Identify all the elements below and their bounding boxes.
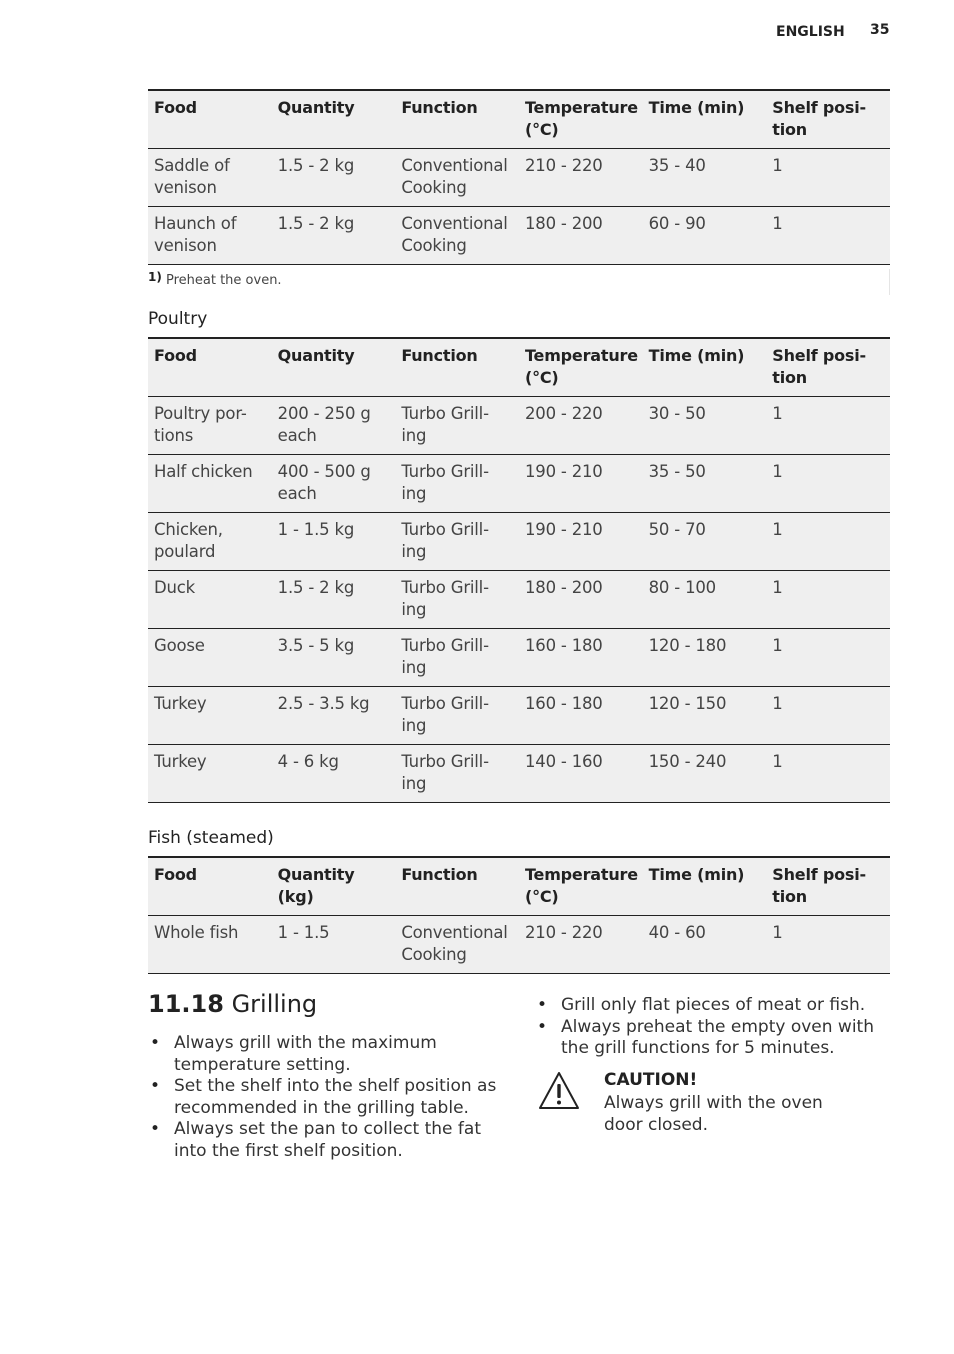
cell-function: Turbo Grill- ing bbox=[401, 636, 489, 677]
list-item: • Set the shelf into the shelf position as recommended in the grilling table. bbox=[148, 1076, 508, 1119]
cell-time: 50 - 70 bbox=[648, 520, 706, 539]
col-food: Food bbox=[154, 346, 197, 365]
cell-food: Poultry por- tions bbox=[154, 404, 247, 445]
cell-food: Whole fish bbox=[154, 923, 239, 942]
cell-temperature: 160 - 180 bbox=[524, 694, 603, 713]
cell-shelf: 1 bbox=[772, 214, 783, 233]
table-header-row bbox=[148, 90, 890, 149]
cell-temperature: 160 - 180 bbox=[524, 636, 603, 655]
section-title bbox=[148, 990, 317, 1018]
header-language: ENGLISH bbox=[776, 24, 845, 40]
col-function: Function bbox=[401, 98, 478, 117]
caution-title: CAUTION! bbox=[604, 1070, 698, 1090]
cell-shelf: 1 bbox=[772, 694, 783, 713]
cell-shelf: 1 bbox=[772, 923, 783, 942]
col-quantity: Quantity bbox=[277, 98, 355, 117]
grilling-bullets-right bbox=[535, 995, 885, 1060]
footnote-marker: 1) bbox=[148, 270, 162, 284]
cell-shelf: 1 bbox=[772, 578, 783, 597]
cell-temperature: 210 - 220 bbox=[524, 156, 603, 175]
fish-title: Fish (steamed) bbox=[148, 828, 274, 848]
table-header-row bbox=[148, 338, 890, 397]
col-function: Function bbox=[401, 865, 478, 884]
caution-text: Always grill with the oven door closed. bbox=[604, 1093, 823, 1135]
list-item: • Grill only flat pieces of meat or fish. bbox=[535, 995, 885, 1017]
section-number: 11.18 bbox=[148, 990, 224, 1018]
footnote-divider bbox=[889, 269, 890, 295]
cell-time: 120 - 150 bbox=[648, 694, 727, 713]
warning-triangle-icon bbox=[538, 1071, 580, 1111]
game-table bbox=[148, 89, 890, 265]
table-header-row bbox=[148, 857, 890, 916]
cell-quantity: 3.5 - 5 kg bbox=[277, 636, 355, 655]
col-temperature: Temperature (°C) bbox=[524, 98, 638, 139]
cell-function: Turbo Grill- ing bbox=[401, 578, 489, 619]
cell-food: Haunch of venison bbox=[154, 214, 237, 255]
cell-shelf: 1 bbox=[772, 462, 783, 481]
cell-food: Turkey bbox=[154, 752, 207, 771]
cell-quantity: 1.5 - 2 kg bbox=[277, 578, 355, 597]
cell-shelf: 1 bbox=[772, 752, 783, 771]
cell-time: 40 - 60 bbox=[648, 923, 706, 942]
col-temperature: Temperature (°C) bbox=[524, 865, 638, 906]
cell-food: Saddle of venison bbox=[154, 156, 230, 197]
section-heading: Grilling bbox=[231, 990, 318, 1018]
table-row bbox=[148, 513, 890, 571]
col-food: Food bbox=[154, 98, 197, 117]
col-shelf: Shelf posi- tion bbox=[772, 865, 866, 906]
cell-quantity: 4 - 6 kg bbox=[277, 752, 339, 771]
grilling-bullets-left bbox=[148, 1033, 508, 1162]
table-row bbox=[148, 149, 890, 207]
cell-time: 30 - 50 bbox=[648, 404, 706, 423]
table-row bbox=[148, 207, 890, 265]
table-row bbox=[148, 629, 890, 687]
cell-function: Conventional Cooking bbox=[401, 923, 508, 964]
cell-function: Conventional Cooking bbox=[401, 156, 508, 197]
list-item: • Always preheat the empty oven with the grill functions for 5 minutes. bbox=[535, 1017, 885, 1060]
cell-temperature: 140 - 160 bbox=[524, 752, 603, 771]
cell-function: Turbo Grill- ing bbox=[401, 462, 489, 503]
table-footnote bbox=[148, 270, 282, 288]
cell-quantity: 200 - 250 g each bbox=[277, 404, 371, 445]
cell-quantity: 1.5 - 2 kg bbox=[277, 156, 355, 175]
cell-temperature: 180 - 200 bbox=[524, 214, 603, 233]
cell-food: Chicken, poulard bbox=[154, 520, 223, 561]
cell-function: Turbo Grill- ing bbox=[401, 752, 489, 793]
cell-shelf: 1 bbox=[772, 156, 783, 175]
cell-function: Turbo Grill- ing bbox=[401, 520, 489, 561]
cell-food: Turkey bbox=[154, 694, 207, 713]
col-time: Time (min) bbox=[648, 865, 745, 884]
table-row bbox=[148, 687, 890, 745]
cell-temperature: 210 - 220 bbox=[524, 923, 603, 942]
cell-quantity: 1 - 1.5 bbox=[277, 923, 330, 942]
cell-food: Half chicken bbox=[154, 462, 253, 481]
cell-quantity: 2.5 - 3.5 kg bbox=[277, 694, 370, 713]
poultry-title: Poultry bbox=[148, 309, 208, 329]
col-food: Food bbox=[154, 865, 197, 884]
table-row bbox=[148, 916, 890, 974]
cell-function: Conventional Cooking bbox=[401, 214, 508, 255]
col-shelf: Shelf posi- tion bbox=[772, 346, 866, 387]
table-row bbox=[148, 455, 890, 513]
cell-function: Turbo Grill- ing bbox=[401, 694, 489, 735]
cell-temperature: 190 - 210 bbox=[524, 520, 603, 539]
cell-quantity: 400 - 500 g each bbox=[277, 462, 371, 503]
col-time: Time (min) bbox=[648, 98, 745, 117]
list-item: • Always set the pan to collect the fat into the first shelf position. bbox=[148, 1119, 508, 1162]
cell-temperature: 190 - 210 bbox=[524, 462, 603, 481]
col-quantity: Quantity (kg) bbox=[277, 865, 355, 906]
cell-quantity: 1.5 - 2 kg bbox=[277, 214, 355, 233]
cell-time: 80 - 100 bbox=[648, 578, 716, 597]
cell-time: 35 - 50 bbox=[648, 462, 706, 481]
cell-shelf: 1 bbox=[772, 404, 783, 423]
cell-time: 120 - 180 bbox=[648, 636, 727, 655]
col-shelf: Shelf posi- tion bbox=[772, 98, 866, 139]
table-row bbox=[148, 571, 890, 629]
cell-time: 60 - 90 bbox=[648, 214, 706, 233]
cell-shelf: 1 bbox=[772, 520, 783, 539]
fish-table bbox=[148, 856, 890, 974]
table-row bbox=[148, 745, 890, 803]
poultry-table bbox=[148, 337, 890, 803]
cell-food: Goose bbox=[154, 636, 205, 655]
col-temperature: Temperature (°C) bbox=[524, 346, 638, 387]
cell-food: Duck bbox=[154, 578, 195, 597]
cell-quantity: 1 - 1.5 kg bbox=[277, 520, 355, 539]
cell-temperature: 180 - 200 bbox=[524, 578, 603, 597]
cell-temperature: 200 - 220 bbox=[524, 404, 603, 423]
page-number: 35 bbox=[870, 22, 890, 38]
col-quantity: Quantity bbox=[277, 346, 355, 365]
cell-function: Turbo Grill- ing bbox=[401, 404, 489, 445]
cell-time: 35 - 40 bbox=[648, 156, 706, 175]
cell-shelf: 1 bbox=[772, 636, 783, 655]
table-row bbox=[148, 397, 890, 455]
list-item: • Always grill with the maximum temperature setting. bbox=[148, 1033, 508, 1076]
cell-time: 150 - 240 bbox=[648, 752, 727, 771]
col-time: Time (min) bbox=[648, 346, 745, 365]
col-function: Function bbox=[401, 346, 478, 365]
footnote-text: Preheat the oven. bbox=[165, 273, 282, 288]
